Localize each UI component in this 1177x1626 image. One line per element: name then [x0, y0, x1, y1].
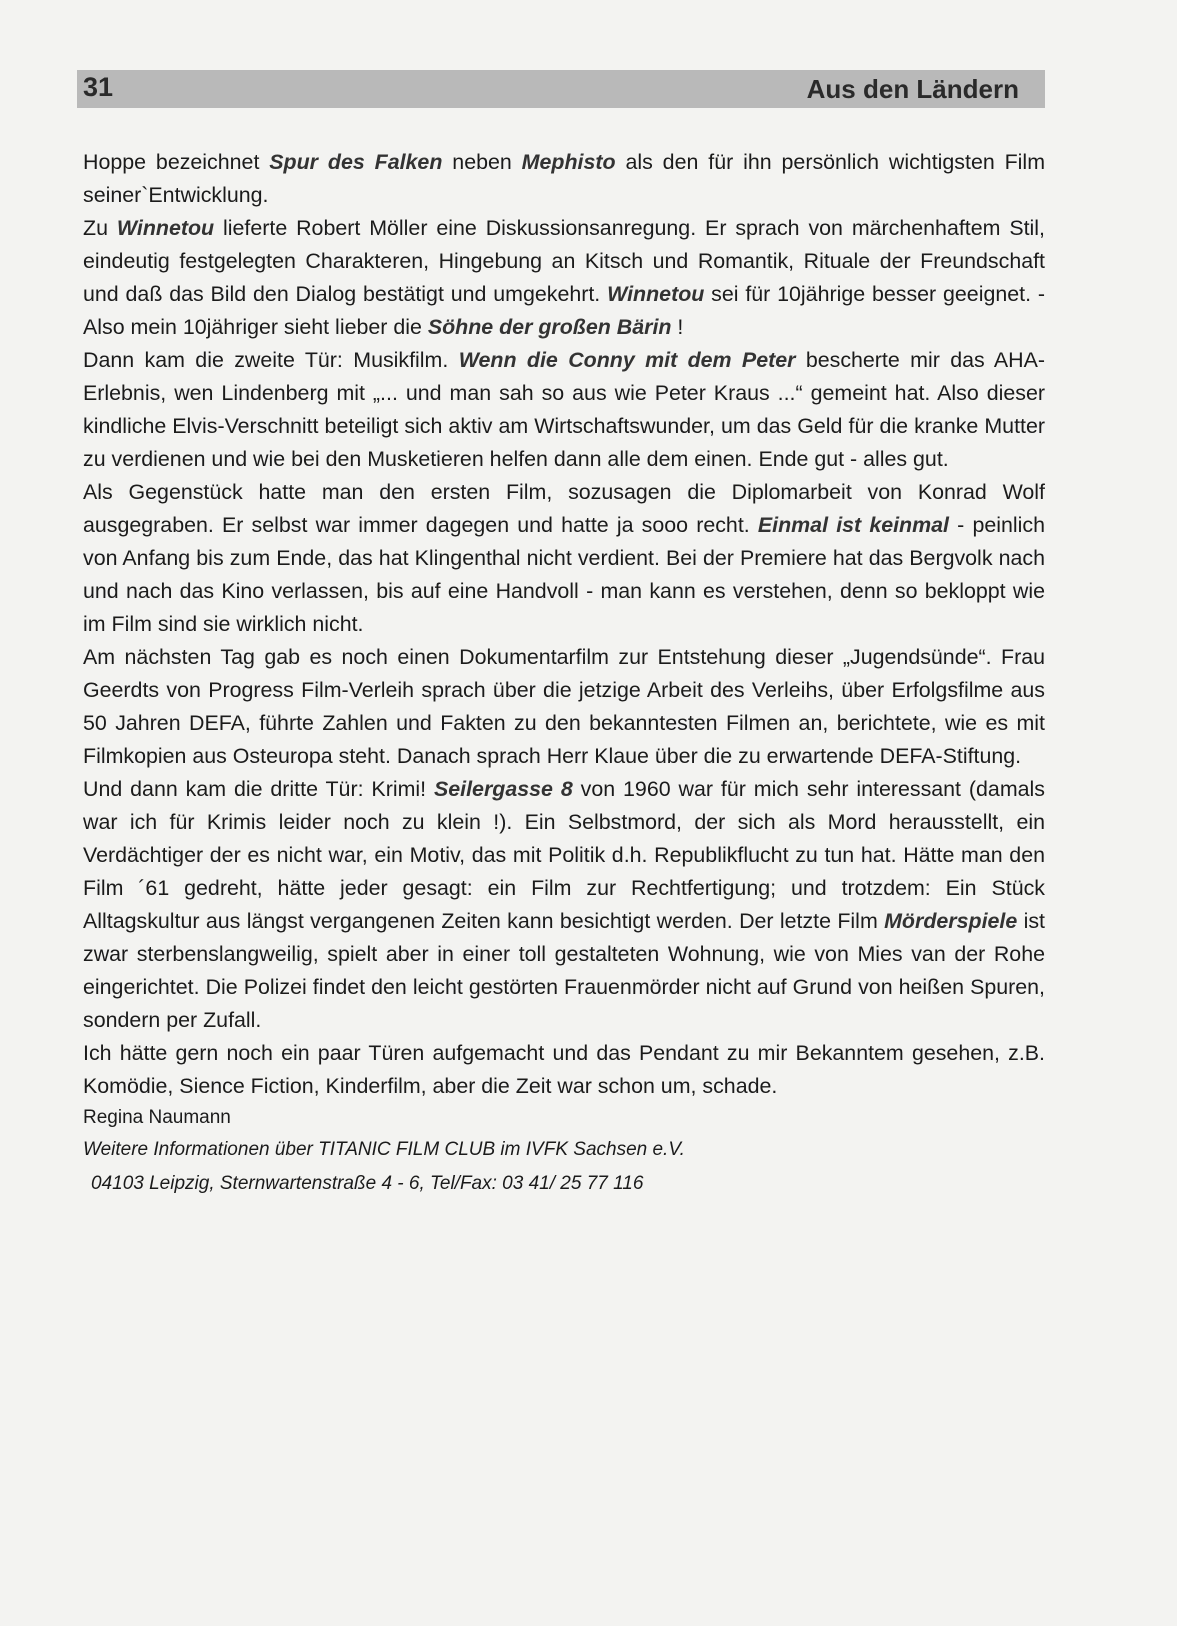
film-title: Mephisto [521, 150, 616, 174]
film-title: Winnetou [116, 216, 215, 240]
film-title: Söhne der großen Bärin [427, 315, 672, 339]
paragraph: Dann kam die zweite Tür: Musikfilm. Wenn die Conny mit dem Peter bescherte mir das AHA-Erlebnis, wen Lindenberg mit „... und man sah so aus wie Peter Kraus ...“ gemeint hat. Also dieser kindliche Elvis-Verschnitt beteiligt sich aktiv am Wirtschaftswunder, um das Geld für die kranke Mutter zu verdienen und wie bei den Musketieren helfen dann alle dem einen. Ende gut - alles gut. [83, 348, 1046, 471]
paragraph: Zu Winnetou lieferte Robert Möller eine Diskussionsanregung. Er sprach von märchenhaftem Stil, eindeutig festgelegten Charakteren, Hingebung an Kitsch und Romantik, Rituale der Freundschaft und daß das Bild den Dialog bestätigt und umgekehrt. Winnetou sei für 10jährige besser geeignet. - Also mein 10jähriger sieht lieber die Söhne der großen Bärin ! [83, 216, 1046, 339]
film-title: Einmal ist keinmal [757, 513, 949, 537]
film-title: Wenn die Conny mit dem Peter [458, 348, 796, 372]
info-line: Weitere Informationen über TITANIC FILM CLUB im IVFK Sachsen e.V. [83, 1139, 685, 1160]
paragraph: Als Gegenstück hatte man den ersten Film, sozusagen die Diplomarbeit von Konrad Wolf ausgegraben. Er selbst war immer dagegen und hatte ja sooo recht. Einmal ist keinmal - peinlich von Anfang bis zum Ende, das hat Klingenthal nicht verdient. Bei der Premiere hat das Bergvolk nach und nach das Kino verlassen, bis auf eine Handvoll - man kann es verstehen, denn so bekloppt wie im Film sind sie wirklich nicht. [83, 480, 1045, 636]
address-line: 04103 Leipzig, Sternwartenstraße 4 - 6, Tel/Fax: 03 41/ 25 77 116 [91, 1173, 644, 1194]
paragraph: Und dann kam die dritte Tür: Krimi! Seilergasse 8 von 1960 war für mich sehr interessant (damals war ich für Krimis leider noch zu klein !). Ein Selbstmord, der sich als Mord herausstellt, ein Verdächtiger der es nicht war, ein Motiv, das mit Politik d.h. Republikflucht zu tun hat. Hätte man den Film ´61 gedreht, hätte jeder gesagt: ein Film zur Rechtfertigung; und trotzdem: Ein Stück Alltagskultur aus längst vergangenen Zeiten kann besichtigt werden. Der letzte Film Mörderspiele ist zwar sterbenslangweilig, spielt aber in einer toll gestalteten Wohnung, wie von Mies van der Rohe eingerichtet. Die Polizei findet den leicht gestörten Frauenmörder nicht auf Grund von heißen Spuren, sondern per Zufall. [83, 777, 1045, 1032]
film-title: Spur des Falken [269, 150, 443, 174]
paragraph: Ich hätte gern noch ein paar Türen aufgemacht und das Pendant zu mir Bekanntem gesehen, z.B. Komödie, Sience Fiction, Kinderfilm, aber die Zeit war schon um, schade. [83, 1041, 1045, 1098]
film-title: Seilergasse 8 [434, 777, 573, 801]
paragraph: Hoppe bezeichnet Spur des Falken neben Mephisto als den für ihn persönlich wichtigsten Film seiner`Entwicklung. [83, 150, 1046, 207]
author-signature: Regina Naumann [83, 1107, 231, 1128]
film-title: Mörderspiele [884, 909, 1018, 933]
page-number: 31 [83, 72, 114, 102]
article-body [83, 146, 1045, 1201]
film-title: Winnetou [607, 282, 705, 306]
paragraph: Am nächsten Tag gab es noch einen Dokumentarfilm zur Entstehung dieser „Jugendsünde“. Frau Geerdts von Progress Film-Verleih sprach über die jetzige Arbeit des Verleihs, über Erfolgsfilme aus 50 Jahren DEFA, führte Zahlen und Fakten zu den bekanntesten Filmen an, berichtete, wie es mit Filmkopien aus Osteuropa steht. Danach sprach Herr Klaue über die zu erwartende DEFA-Stiftung. [83, 645, 1045, 768]
header-bar [77, 70, 1045, 108]
section-title: Aus den Ländern [806, 74, 1019, 104]
